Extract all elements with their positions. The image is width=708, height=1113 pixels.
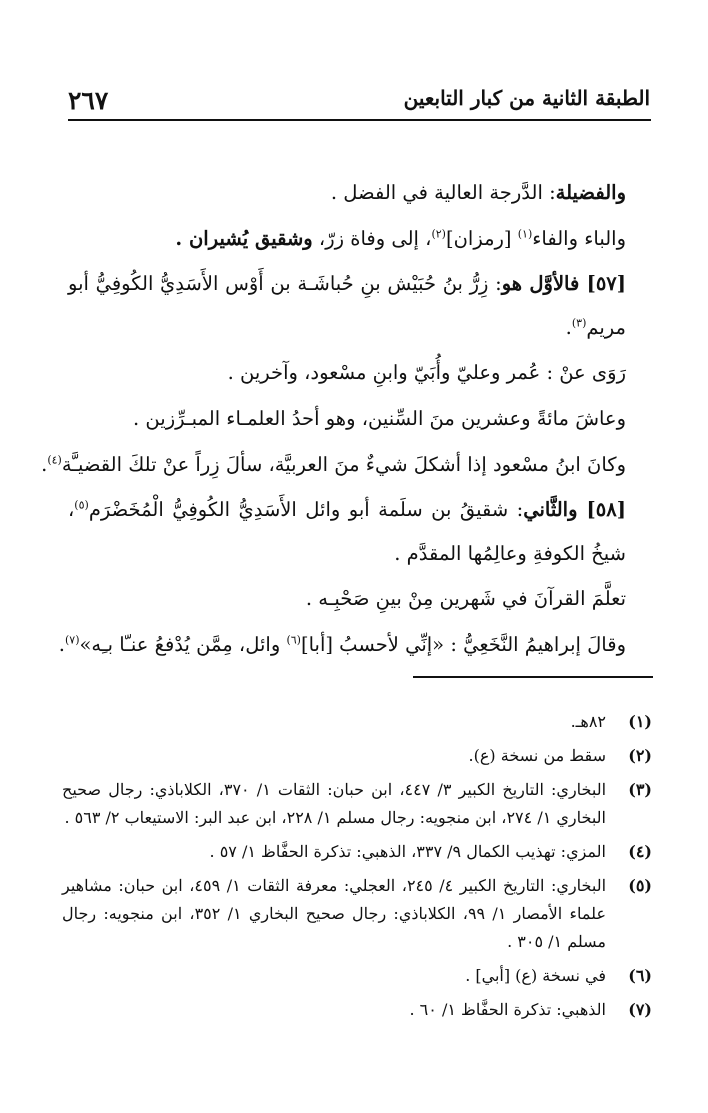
fadila-definition: : الدَّرجة العالية في الفضل . bbox=[330, 181, 556, 204]
footnote-text: سقط من نسخة (ع). bbox=[468, 746, 606, 765]
baa-faa-text-2: [رمزان] bbox=[445, 227, 518, 250]
baa-faa-text-3: ، إلى وفاة زرّ، bbox=[312, 227, 432, 250]
entry-58-continuation: ، شيخُ الكوفةِ وعالِمُها المقدَّم . bbox=[68, 498, 626, 565]
header-rule bbox=[68, 119, 651, 121]
footnote-number: (٧) bbox=[628, 1000, 652, 1019]
footnote-1 bbox=[62, 708, 652, 736]
paragraph-baa-faa bbox=[68, 216, 650, 262]
footnote-number: (١) bbox=[628, 712, 652, 731]
main-text bbox=[41, 170, 650, 668]
footnote-text: البخاري: التاريخ الكبير ٣/ ٤٤٧، ابن حبان: الثقات ١/ ٣٧٠، الكلاباذي: رجال صحيح البخاري ١/ ٢٧٤، ابن منجويه: رجال مسلم ١/ ٢٢٨، ابن عبد البر: الاستيعاب ٢/ ٥٦٣ . bbox=[62, 780, 607, 827]
footnote-3 bbox=[62, 776, 652, 832]
entry-57-end: . bbox=[565, 316, 572, 339]
paragraph-kana bbox=[41, 442, 650, 488]
footnote-ref-3[interactable]: (٣) bbox=[571, 316, 587, 330]
kana-text: وكانَ ابنُ مسْعود إذا أشكلَ شيءٌ منَ العربيَّة، سألَ زِراً عنْ تلكَ القضيـَّة bbox=[61, 453, 626, 476]
kana-end: . bbox=[41, 453, 48, 476]
qala-end: . bbox=[58, 633, 65, 656]
paragraph-rawa bbox=[68, 350, 650, 396]
rawa-text: رَوَى عنْ : عُمر وعليّ وأُبَيّ وابنِ مسْعود، وآخرين . bbox=[227, 361, 626, 384]
footnote-text: المزي: تهذيب الكمال ٩/ ٣٣٧، الذهبي: تذكرة الحفَّاظ ١/ ٥٧ . bbox=[209, 842, 606, 861]
entry-58-label: [٥٨] والثَّاني bbox=[523, 498, 626, 521]
footnotes bbox=[62, 708, 652, 1030]
running-title: الطبقة الثانية من كبار التابعين bbox=[403, 86, 650, 110]
footnote-separator bbox=[413, 676, 653, 678]
footnote-ref-7[interactable]: (٧) bbox=[64, 633, 80, 647]
page-number: ٢٦٧ bbox=[68, 86, 109, 115]
aash-text: وعاشَ مائةً وعشرين منَ السِّنين، وهو أحدُ العلمـاء المبـرِّزين . bbox=[133, 407, 626, 430]
entry-57-text: : زِرُّ بنُ حُبَيْش بنِ حُباشَـة بن أَوْس الأَسَدِيُّ الكُوفِيُّ أبو مريم bbox=[68, 272, 626, 339]
footnote-text: ٨٢هـ. bbox=[570, 712, 606, 731]
paragraph-fadila bbox=[68, 170, 650, 216]
footnote-text: في نسخة (ع) [أبي] . bbox=[465, 966, 606, 985]
footnote-2 bbox=[62, 742, 652, 770]
baa-faa-text-1: والباء والفاء bbox=[532, 227, 626, 250]
footnote-ref-1[interactable]: (١) bbox=[517, 227, 533, 241]
footnote-number: (٣) bbox=[628, 780, 652, 799]
taallam-text: تعلَّمَ القرآنَ في شَهرين مِنْ بينِ صَحْبِـه . bbox=[305, 587, 626, 610]
footnote-6 bbox=[62, 962, 652, 990]
qala-text-1: وقالَ إبراهيمُ النَّخَعِيُّ : «إنِّي لأحسبُ [أبا] bbox=[300, 633, 626, 656]
entry-57 bbox=[68, 262, 650, 350]
footnote-ref-2[interactable]: (٢) bbox=[431, 227, 446, 241]
footnote-number: (٥) bbox=[628, 876, 652, 895]
footnote-number: (٤) bbox=[628, 842, 652, 861]
footnote-5 bbox=[62, 872, 652, 956]
footnote-text: البخاري: التاريخ الكبير ٤/ ٢٤٥، العجلي: معرفة الثقات ١/ ٤٥٩، ابن حبان: مشاهير علماء الأمصار ١/ ٩٩، الكلاباذي: رجال صحيح البخاري ١/ ٣٥٢، ابن منجويه: رجال مسلم ١/ ٣٠٥ . bbox=[62, 876, 607, 951]
entry-57-label: [٥٧] فالأوَّل هو bbox=[501, 272, 626, 295]
footnote-number: (٦) bbox=[628, 966, 652, 985]
footnote-text: الذهبي: تذكرة الحفَّاظ ١/ ٦٠ . bbox=[409, 1000, 606, 1019]
footnote-7 bbox=[62, 996, 652, 1024]
paragraph-taallam bbox=[68, 576, 650, 622]
qala-text-2: وائل، مِمَّن يُدْفعُ عنـّا بـِه» bbox=[79, 633, 287, 656]
entry-58 bbox=[68, 488, 650, 576]
entry-58-text: : شقيقُ بن سلَمة أبو وائل الأَسَدِيُّ الكُوفِيُّ الْمُخَضْرَم bbox=[88, 498, 524, 521]
footnote-ref-4[interactable]: (٤) bbox=[47, 453, 62, 467]
footnote-4 bbox=[62, 838, 652, 866]
footnote-number: (٢) bbox=[628, 746, 652, 765]
paragraph-aash bbox=[68, 396, 650, 442]
paragraph-qala bbox=[58, 622, 650, 668]
term-fadila: والفضيلة bbox=[555, 181, 626, 204]
page-header bbox=[68, 84, 650, 118]
footnote-ref-6[interactable]: (٦) bbox=[286, 633, 301, 647]
footnote-ref-5[interactable]: (٥) bbox=[74, 498, 89, 512]
baa-faa-text-4: وشقيق يُشيران . bbox=[175, 227, 313, 250]
